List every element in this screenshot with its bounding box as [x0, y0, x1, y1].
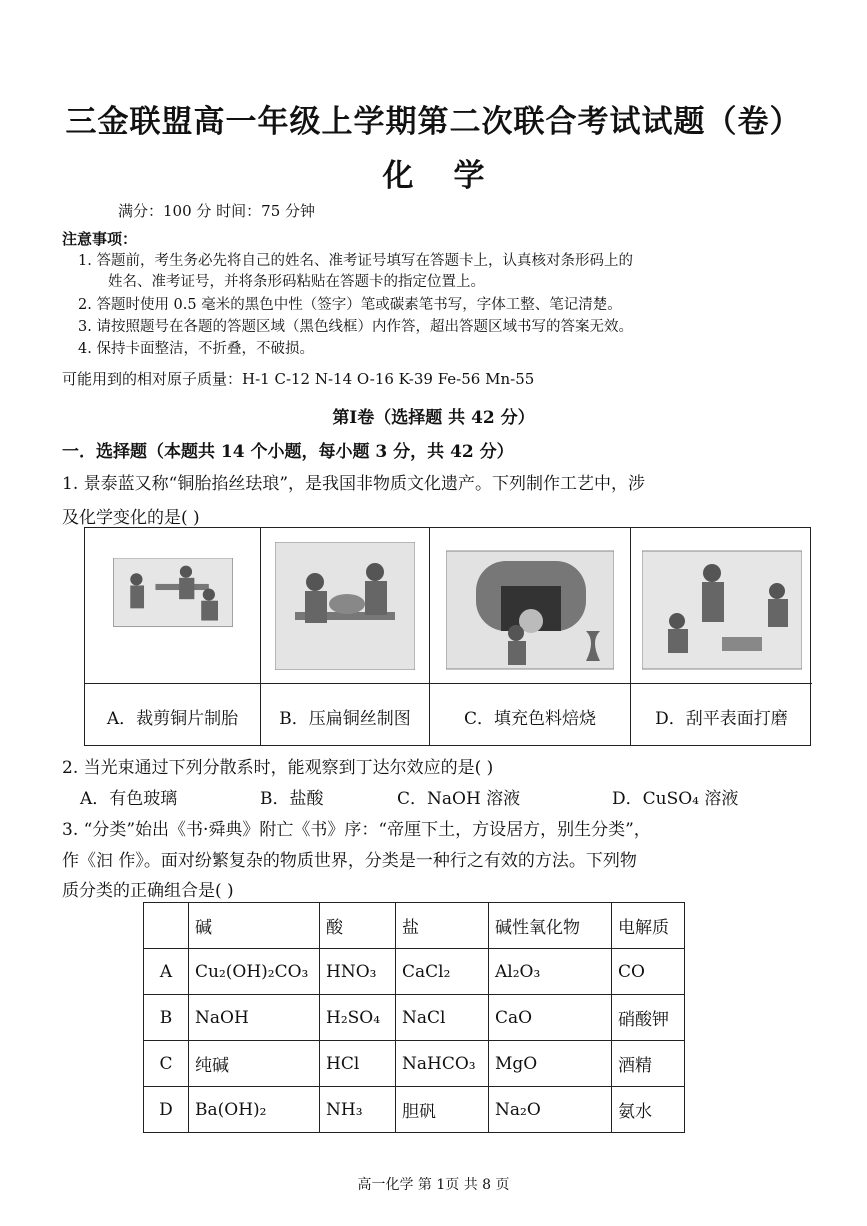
table-row[interactable] — [144, 995, 685, 1041]
q1-option-c-label: C．填充色料焙烧 — [430, 683, 630, 748]
q1-option-b[interactable] — [261, 528, 430, 745]
q1-option-a[interactable] — [85, 528, 261, 745]
q2-option-d[interactable]: D．CuSO₄ 溶液 — [612, 789, 739, 809]
q2-option-a[interactable]: A．有色玻璃 — [80, 789, 178, 809]
table-header-cell: 碱 — [189, 903, 320, 949]
table-cell: H₂SO₄ — [320, 995, 396, 1041]
table-cell: 酒精 — [612, 1041, 685, 1087]
exam-title: 三金联盟高一年级上学期第二次联合考试试题（卷） — [65, 104, 802, 140]
row-label: A — [144, 949, 189, 995]
table-header-cell: 碱性氧化物 — [489, 903, 612, 949]
table-cell: 硝酸钾 — [612, 995, 685, 1041]
row-label: B — [144, 995, 189, 1041]
page-footer: 高一化学 第 1页 共 8 页 — [357, 1177, 510, 1193]
q1-option-d-label: D．刮平表面打磨 — [631, 683, 812, 748]
table-header-cell: 电解质 — [612, 903, 685, 949]
q3-stem-line1: 3. “分类”始出《书·舜典》附亡《书》序：“帝厘下土，方设居方，别生分类”， — [62, 820, 651, 840]
atomic-masses: 可能用到的相对原子质量：H-1 C-12 N-14 O-16 K-39 Fe-56 Mn-55 — [62, 370, 535, 388]
subject-title: 化学 — [382, 158, 525, 194]
q2-option-c[interactable]: C．NaOH 溶液 — [397, 789, 521, 809]
table-cell: NH₃ — [320, 1087, 396, 1133]
table-cell: 纯碱 — [189, 1041, 320, 1087]
exam-meta: 满分：100 分 时间：75 分钟 — [118, 202, 316, 220]
table-cell: HNO₃ — [320, 949, 396, 995]
table-cell: CaCl₂ — [396, 949, 489, 995]
notice-item: 4. 保持卡面整洁，不折叠，不破损。 — [78, 341, 314, 357]
q1-option-c[interactable] — [430, 528, 631, 745]
q1-option-b-label: B．压扁铜丝制图 — [261, 683, 429, 748]
table-cell: CaO — [489, 995, 612, 1041]
q3-stem-line2: 作《汩 作》。面对纷繁复杂的物质世界，分类是一种行之有效的方法。下列物 — [62, 851, 637, 871]
table-header-cell: 酸 — [320, 903, 396, 949]
notice-item: 1. 答题前，考生务必先将自己的姓名、准考证号填写在答题卡上，认真核对条形码上的 — [78, 253, 633, 269]
q1-option-a-label: A．裁剪铜片制胎 — [85, 683, 260, 748]
q2-stem: 2. 当光束通过下列分散系时，能观察到丁达尔效应的是( ) — [62, 758, 494, 778]
table-cell: 氨水 — [612, 1087, 685, 1133]
table-cell: NaOH — [189, 995, 320, 1041]
row-label: C — [144, 1041, 189, 1087]
table-cell: Cu₂(OH)₂CO₃ — [189, 949, 320, 995]
section-title: 第Ⅰ卷（选择题 共 42 分） — [332, 408, 535, 428]
table-header-cell — [144, 903, 189, 949]
table-cell: NaCl — [396, 995, 489, 1041]
part-title: 一．选择题（本题共 14 个小题，每小题 3 分，共 42 分） — [62, 442, 514, 462]
craft-illustration-d — [642, 546, 802, 674]
notice-item: 3. 请按照题号在各题的答题区域（黑色线框）内作答，超出答题区域书写的答案无效。 — [78, 319, 633, 335]
q1-option-d[interactable] — [631, 528, 812, 745]
classification-table — [143, 902, 685, 1133]
table-cell: MgO — [489, 1041, 612, 1087]
q1-stem-line2: 及化学变化的是( ) — [62, 508, 200, 528]
table-cell: 胆矾 — [396, 1087, 489, 1133]
table-cell: Na₂O — [489, 1087, 612, 1133]
table-row[interactable] — [144, 1087, 685, 1133]
notice-heading: 注意事项： — [62, 230, 138, 248]
q1-image-table — [84, 527, 811, 746]
row-label: D — [144, 1087, 189, 1133]
table-header-cell: 盐 — [396, 903, 489, 949]
table-row[interactable] — [144, 1041, 685, 1087]
table-cell: Al₂O₃ — [489, 949, 612, 995]
craft-illustration-b — [275, 542, 415, 670]
table-cell: CO — [612, 949, 685, 995]
q3-stem-line3: 质分类的正确组合是( ) — [62, 881, 234, 901]
table-header-row — [144, 903, 685, 949]
table-row[interactable] — [144, 949, 685, 995]
notice-item: 2. 答题时使用 0.5 毫米的黑色中性（签字）笔或碳素笔书写，字体工整、笔记清楚。 — [78, 297, 622, 313]
table-cell: HCl — [320, 1041, 396, 1087]
table-cell: NaHCO₃ — [396, 1041, 489, 1087]
notice-item: 姓名、准考证号，并将条形码粘贴在答题卡的指定位置上。 — [108, 274, 485, 290]
table-cell: Ba(OH)₂ — [189, 1087, 320, 1133]
q2-option-b[interactable]: B．盐酸 — [260, 789, 324, 809]
craft-illustration-a — [95, 558, 251, 648]
craft-illustration-c — [446, 546, 614, 674]
q1-stem-line1: 1. 景泰蓝又称“铜胎掐丝珐琅”，是我国非物质文化遗产。下列制作工艺中，涉 — [62, 474, 646, 494]
